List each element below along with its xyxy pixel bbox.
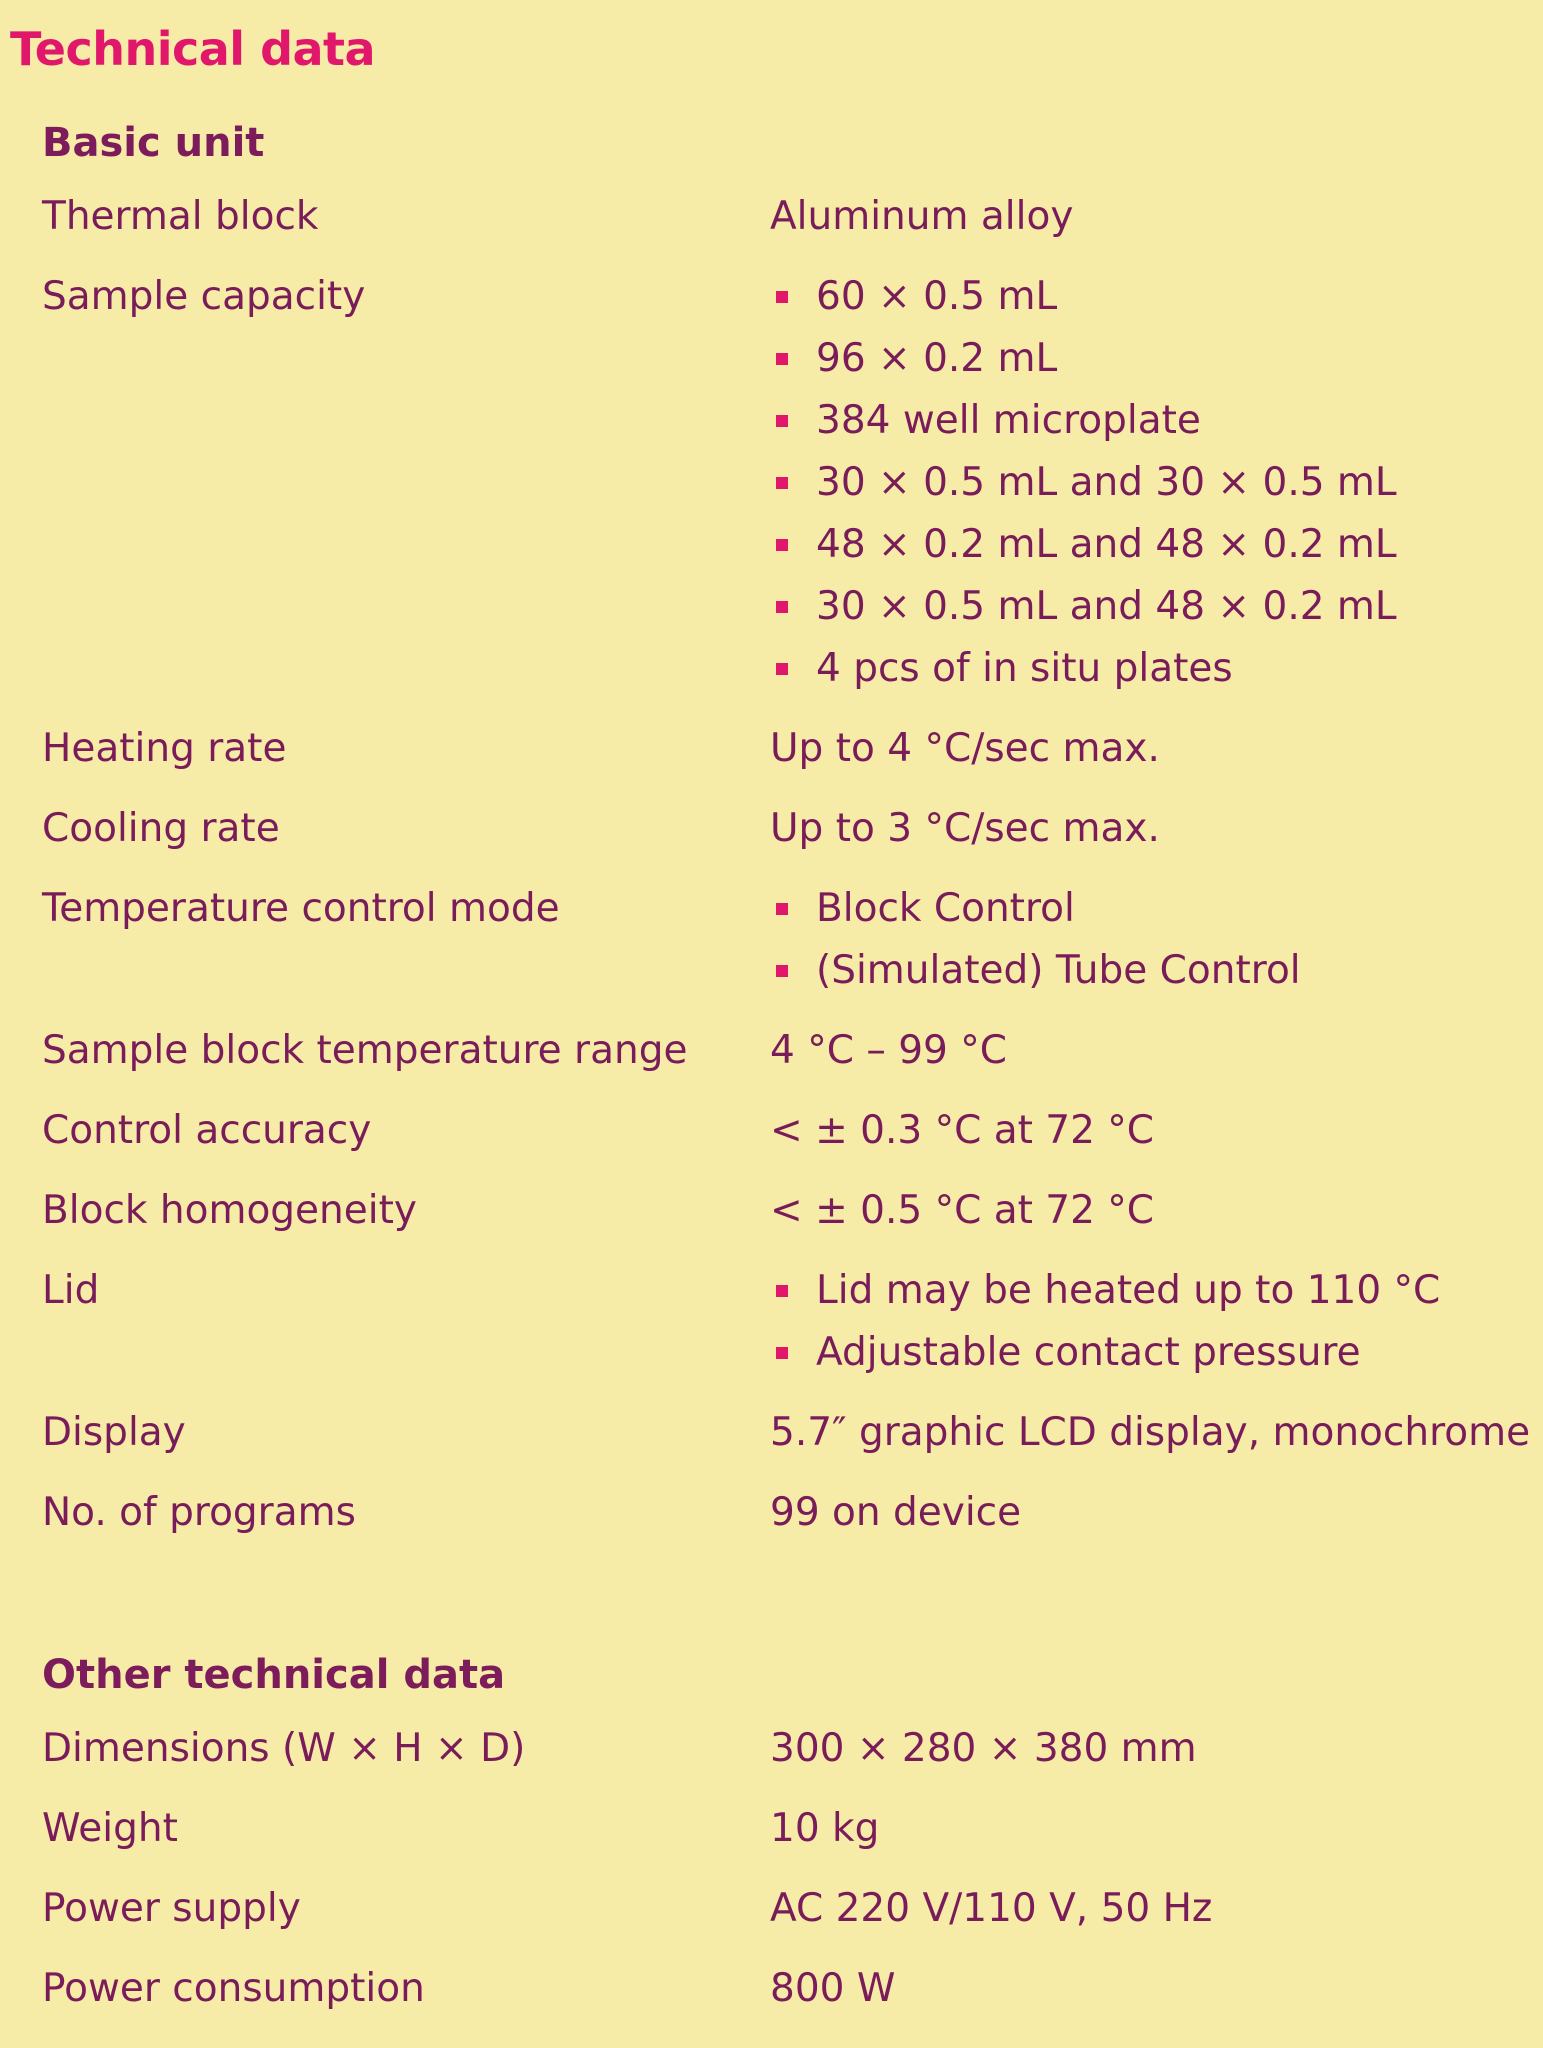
spec-value: 300 × 280 × 380 mm: [770, 1726, 1197, 1771]
spec-value: 10 kg: [770, 1806, 880, 1851]
spec-label: Sample capacity: [42, 274, 366, 319]
spec-label: Thermal block: [42, 194, 319, 239]
list-item-text: 96 × 0.2 mL: [816, 336, 1058, 381]
list-item: [770, 576, 1397, 638]
lid-row: [42, 1260, 1522, 1384]
list-item-text: 4 pcs of in situ plates: [816, 646, 1233, 691]
square-bullet-icon: [776, 415, 788, 427]
spec-label: Heating rate: [42, 726, 287, 771]
list-item: [770, 1260, 1440, 1322]
block-homogeneity-row: [42, 1180, 1522, 1242]
spec-label: Block homogeneity: [42, 1188, 417, 1233]
page-title: Technical data: [10, 22, 376, 76]
spec-value: 4 °C – 99 °C: [770, 1028, 1007, 1073]
power-consumption-row: [42, 1958, 1522, 2020]
sample-capacity-list: [770, 266, 1397, 700]
square-bullet-icon: [776, 291, 788, 303]
list-item: [770, 940, 1301, 1002]
list-item-text: Block Control: [816, 886, 1075, 931]
spec-label: Lid: [42, 1268, 100, 1313]
list-item-text: Adjustable contact pressure: [816, 1330, 1361, 1375]
list-item-text: (Simulated) Tube Control: [816, 948, 1301, 993]
spec-value: < ± 0.5 °C at 72 °C: [770, 1188, 1155, 1233]
list-item: [770, 266, 1397, 328]
power-supply-row: [42, 1878, 1522, 1940]
square-bullet-icon: [776, 663, 788, 675]
other-technical-data-heading: Other technical data: [42, 1652, 506, 1698]
spec-label: No. of programs: [42, 1490, 356, 1535]
temperature-control-mode-row: [42, 878, 1522, 1002]
list-item: [770, 514, 1397, 576]
weight-row: [42, 1798, 1522, 1860]
list-item: [770, 390, 1397, 452]
spec-value: AC 220 V/110 V, 50 Hz: [770, 1886, 1213, 1931]
list-item-text: 60 × 0.5 mL: [816, 274, 1058, 319]
list-item-text: 48 × 0.2 mL and 48 × 0.2 mL: [816, 522, 1397, 567]
temperature-range-row: [42, 1020, 1522, 1082]
spec-value: Aluminum alloy: [770, 194, 1074, 239]
spec-label: Sample block temperature range: [42, 1028, 688, 1073]
spec-label: Weight: [42, 1806, 178, 1851]
thermal-block-row: [42, 186, 1522, 248]
other-technical-data-section: [42, 1640, 1522, 2038]
list-item-text: 384 well microplate: [816, 398, 1201, 443]
spec-label: Dimensions (W × H × D): [42, 1726, 526, 1771]
sample-capacity-row: [42, 266, 1522, 700]
list-item: [770, 878, 1301, 940]
spec-value: Up to 4 °C/sec max.: [770, 726, 1160, 771]
spec-value: 800 W: [770, 1966, 896, 2011]
spec-label: Cooling rate: [42, 806, 280, 851]
spec-value: Up to 3 °C/sec max.: [770, 806, 1160, 851]
square-bullet-icon: [776, 539, 788, 551]
square-bullet-icon: [776, 903, 788, 915]
spec-label: Temperature control mode: [42, 886, 560, 931]
dimensions-row: [42, 1718, 1522, 1780]
list-item-text: 30 × 0.5 mL and 48 × 0.2 mL: [816, 584, 1397, 629]
list-item: [770, 638, 1397, 700]
square-bullet-icon: [776, 477, 788, 489]
spec-label: Control accuracy: [42, 1108, 372, 1153]
square-bullet-icon: [776, 965, 788, 977]
heating-rate-row: [42, 718, 1522, 780]
list-item-text: 30 × 0.5 mL and 30 × 0.5 mL: [816, 460, 1397, 505]
square-bullet-icon: [776, 353, 788, 365]
list-item: [770, 328, 1397, 390]
control-accuracy-row: [42, 1100, 1522, 1162]
spec-value: 5.7″ graphic LCD display, monochrome: [770, 1410, 1531, 1455]
display-row: [42, 1402, 1531, 1464]
cooling-rate-row: [42, 798, 1522, 860]
square-bullet-icon: [776, 1347, 788, 1359]
programs-row: [42, 1482, 1522, 1544]
list-item: [770, 1322, 1440, 1384]
square-bullet-icon: [776, 1285, 788, 1297]
list-item: [770, 452, 1397, 514]
spec-label: Display: [42, 1410, 186, 1455]
lid-list: [770, 1260, 1440, 1384]
list-item-text: Lid may be heated up to 110 °C: [816, 1268, 1441, 1313]
spec-label: Power supply: [42, 1886, 301, 1931]
temperature-control-mode-list: [770, 878, 1301, 1002]
spec-value: < ± 0.3 °C at 72 °C: [770, 1108, 1155, 1153]
spec-value: 99 on device: [770, 1490, 1022, 1535]
basic-unit-heading: Basic unit: [42, 120, 265, 166]
basic-unit-section: [42, 108, 1531, 1562]
square-bullet-icon: [776, 601, 788, 613]
spec-label: Power consumption: [42, 1966, 425, 2011]
